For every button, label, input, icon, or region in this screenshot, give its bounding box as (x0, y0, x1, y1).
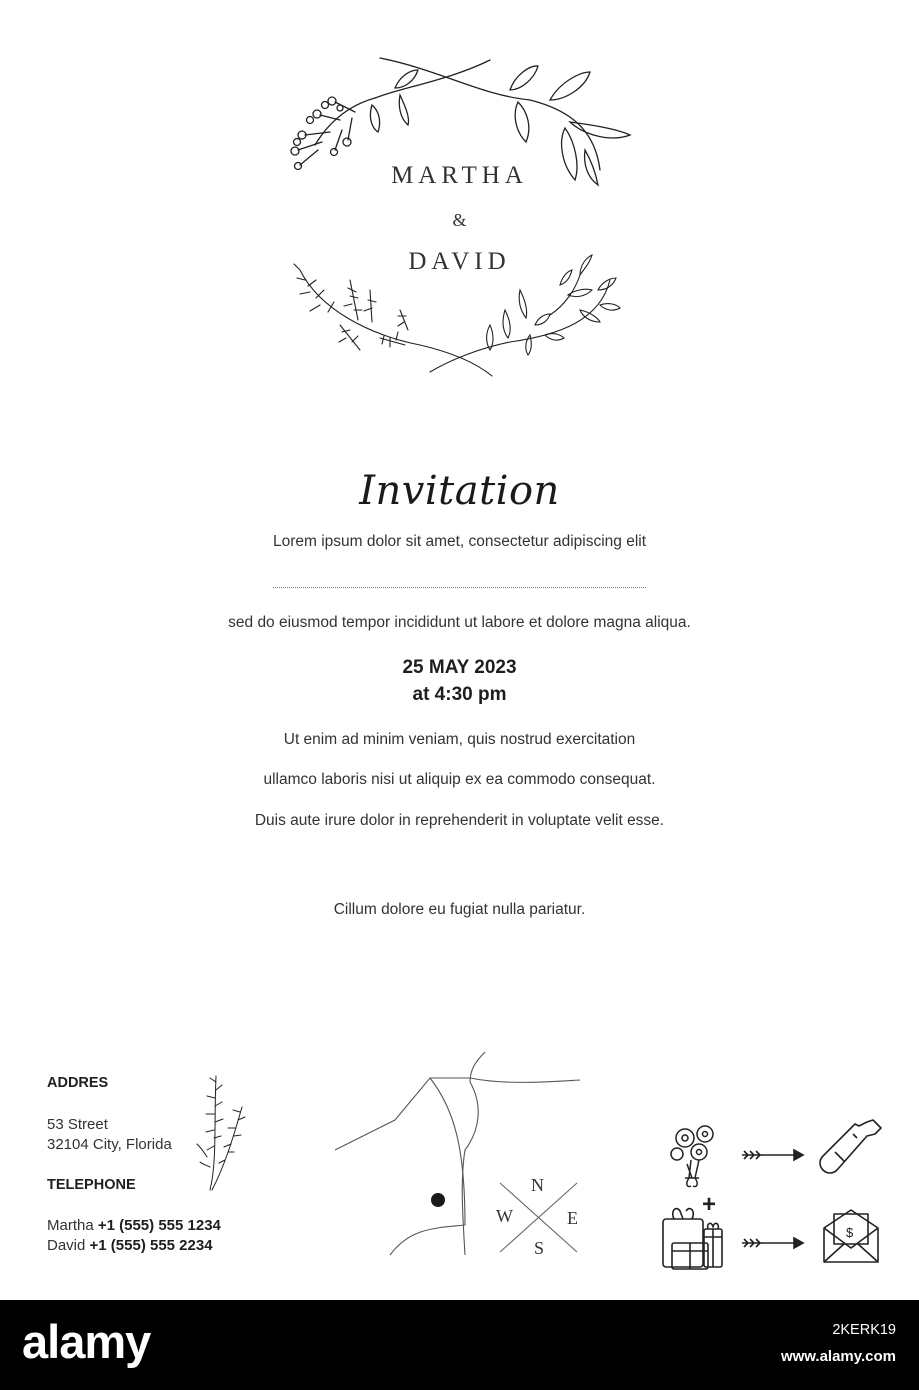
arrow-right-icon (740, 1147, 806, 1163)
bride-name: MARTHA (391, 162, 528, 189)
plus-sign: + (702, 1191, 717, 1218)
phone-number: +1 (555) 555 2234 (89, 1237, 213, 1254)
body-text-2: Ut enim ad minim veniam, quis nostrud exercitation (283, 731, 636, 748)
invitation-title: Invitation (359, 468, 560, 514)
body-text-1: sed do eiusmod tempor incididunt ut labore et dolore magna aliqua. (228, 614, 691, 631)
envelope-dollar-sign: $ (846, 1225, 854, 1240)
compass-north: N (531, 1175, 544, 1195)
phone-david (47, 1236, 213, 1256)
location-map (335, 1050, 585, 1260)
compass-south: S (534, 1238, 545, 1258)
flower-bouquet-icon (665, 1120, 723, 1192)
ampersand: & (452, 210, 467, 230)
body-text-4: Duis aute irure dolor in reprehenderit in voluptate velit esse. (254, 812, 665, 829)
phone-number: +1 (555) 555 1234 (97, 1217, 221, 1234)
dotted-divider (273, 587, 646, 588)
phone-name: Martha (47, 1217, 94, 1234)
phone-martha (47, 1216, 221, 1236)
wine-bottle-icon (815, 1116, 885, 1178)
site-url[interactable]: www.alamy.com (780, 1348, 896, 1365)
intro-text: Lorem ipsum dolor sit amet, consectetur adipiscing elit (272, 533, 647, 550)
address-line-2: 32104 City, Florida (47, 1136, 172, 1153)
image-id: 2KERK19 (832, 1322, 896, 1338)
location-pin (431, 1193, 445, 1207)
address-line-1: 53 Street (47, 1116, 108, 1133)
herb-sprig-icon (192, 1072, 252, 1194)
groom-name: DAVID (408, 248, 511, 275)
watermark-footer (0, 1300, 919, 1390)
event-date: 25 MAY 2023 (402, 657, 517, 678)
brand-watermark: alamy (22, 1315, 151, 1368)
compass-west: W (496, 1206, 513, 1226)
arrow-right-icon (740, 1235, 806, 1251)
body-text-5: Cillum dolore eu fugiat nulla pariatur. (333, 901, 586, 918)
telephone-heading: TELEPHONE (47, 1177, 136, 1193)
compass-east: E (567, 1208, 578, 1228)
bottom-floral-wreath (280, 250, 640, 382)
address-heading: ADDRES (47, 1075, 109, 1091)
gift-boxes-icon (660, 1205, 726, 1271)
phone-name: David (47, 1237, 86, 1254)
body-text-3: ullamco laboris nisi ut aliquip ex ea commodo consequat. (263, 771, 656, 788)
event-time: at 4:30 pm (412, 684, 507, 705)
